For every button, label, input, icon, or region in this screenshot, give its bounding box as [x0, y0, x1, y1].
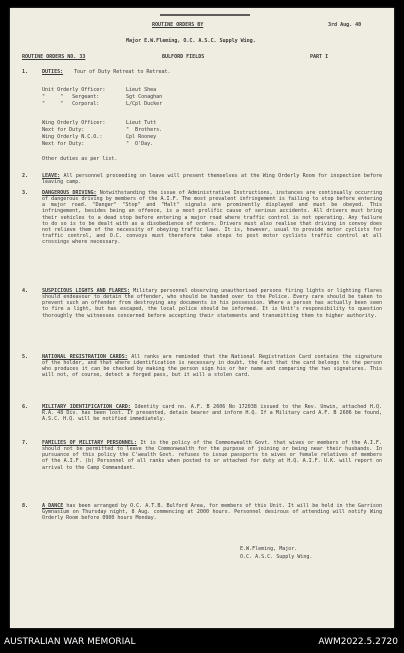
signature-name: E.W.Fleming, Major.	[240, 546, 298, 552]
order-location: BULFORD FIELDS	[162, 54, 205, 60]
duty-name: Sgt Conaghan	[126, 94, 163, 100]
duty-name: Lieut Shea	[126, 87, 157, 93]
item-number: 8.	[22, 503, 29, 509]
signature-title: O.C. A.S.C. Supply Wing.	[240, 554, 313, 560]
paragraph-text: has been arranged by O.C. A.T.B. Bulford Area, for members of this Unit. It will be held in the Garrison Gymnasium on Thursday night, 8 Aug. commencing at 2000 hours. Personnel desirous of attending will notify Wing Orderly Room before 0900 hours Monday.	[42, 503, 382, 522]
doc-title: ROUTINE ORDERS BY	[152, 22, 204, 28]
document-page	[10, 8, 394, 628]
item-number: 3.	[22, 190, 29, 196]
archive-id: AWM2022.5.2720	[318, 637, 398, 647]
paragraph-text: Identity card no. A.F. B 2606 No 172038 issued to the Rev. Unwin, attached H.Q. R.A. 48 Div. has been lost. If presented, detain bearer and inform H.Q. If a Military card A.F. B 2606 be found, A.S.C. H.Q. will be notified immediately.	[42, 404, 382, 423]
duty-role: Next for Duty:	[42, 141, 85, 147]
doc-date: 3rd Aug. 40	[328, 22, 362, 28]
item-number: 5.	[22, 354, 29, 360]
paragraph-heading: NATIONAL REGISTRATION CARDS:	[42, 354, 128, 360]
order-paragraph	[42, 503, 382, 521]
paragraph-heading: FAMILIES OF MILITARY PERSONNEL:	[42, 440, 137, 446]
duty-role: Wing Orderly N.C.O.:	[42, 134, 103, 140]
duty-role: Unit Orderly Officer:	[42, 87, 106, 93]
duty-role: " " Sergeant:	[42, 94, 100, 100]
duty-role: Next for Duty:	[42, 127, 85, 133]
duty-role: " " Corporal:	[42, 101, 100, 107]
duties-footer: Other duties as per list.	[42, 156, 118, 162]
order-number: ROUTINE ORDERS NO. 33	[22, 54, 86, 60]
item-number: 1.	[22, 69, 29, 75]
crossed-out-heading	[160, 14, 250, 16]
duty-name: " O'Day.	[126, 141, 154, 147]
archive-credit: AUSTRALIAN WAR MEMORIAL	[4, 637, 136, 647]
order-paragraph	[42, 190, 382, 245]
duty-name: " Brothers.	[126, 127, 163, 133]
duty-name: Lieut Tutt	[126, 120, 157, 126]
paragraph-text: All ranks are reminded that the National Registration Card contains the signature of the holder, and that where identification is necessary in doubt, the fact that the card belongs to the person who produces it can be checked by making the person sign his or her name and comparing the two signatures. This will not, of course, detect a forged pass, but it will a stolen card.	[42, 354, 382, 379]
duty-name: L/Cpl Ducker	[126, 101, 163, 107]
doc-issuer: Major E.W.Fleming, O.C. A.S.C. Supply Wing.	[126, 38, 256, 44]
order-part: PART I	[310, 54, 329, 60]
paragraph-heading: A DANCE	[42, 503, 64, 509]
order-paragraph	[42, 173, 382, 185]
paragraph-heading: MILITARY IDENTIFICATION CARD:	[42, 404, 131, 410]
paragraph-heading: SUSPICIOUS LIGHTS AND FLARES:	[42, 288, 130, 294]
item-number: 7.	[22, 440, 29, 446]
paragraph-text: All personnel proceeding on leave will present themselves at the Wing Orderly Room for inspection before leaving camp.	[42, 173, 382, 186]
item-number: 6.	[22, 404, 29, 410]
order-paragraph	[42, 354, 382, 379]
paragraph-heading: DANGEROUS DRIVING:	[42, 190, 97, 196]
item-number: 4.	[22, 288, 29, 294]
item-number: 2.	[22, 173, 29, 179]
duty-name: Cpl Rooney	[126, 134, 157, 140]
order-paragraph	[42, 404, 382, 422]
duties-text: Tour of Duty Retreat to Retreat.	[74, 69, 171, 75]
duties-heading: DUTIES:	[42, 69, 64, 75]
order-paragraph	[42, 288, 382, 319]
paragraph-text: Military personnel observing unauthorised persons firing lights or lighting flares should endeavour to detain the offender, who should be handed over to the Police. Every care should be taken to prevent such an offender from destroying any documents in his possession. Where a person has actually been seen to fire a light, but has escaped, the local police should be informed. It is Unit's responsibility to question thoroughly the witnesses concerned before accepting their statements and transmitting them to higher authority.	[42, 288, 382, 319]
paragraph-text: Notwithstanding the issue of Administrative Instructions, instances are continually occurring of dangerous driving by members of the A.I.F. The most prevalent infringement is failing to stop before entering a major road. "Danger" "Stop" and "Halt" signals are prominently displayed and must be obeyed. This infringement, besides being an offence, is a most prolific cause of serious accidents. All drivers must bring their vehicles to a dead stop before entering a major road where traffic control is not operating. Any failure to do so is to be dealt with as a disobedience of orders. Drivers must also realise that driving in convoy does not relieve them of the necessity of obeying traffic laws. It is, however, usual to provide motor cyclists for traffic control, and O.C. convoys must therefore take steps to post motor cyclists traffic control at all crossings where necessary.	[42, 190, 382, 246]
order-paragraph	[42, 440, 382, 471]
duty-role: Wing Orderly Officer:	[42, 120, 106, 126]
paragraph-text: It is the policy of the Commonwealth Govt. that wives or members of the A.I.F. should not be permitted to leave the Commonwealth for the purpose of joining or being near their husbands. In pursuance of this policy the C'wealth Govt. refuses to issue passports to wives or female relatives of members of the A.I.F. (b) Personnel of all ranks when posted to or attached for duty at H.Q. A.I.F. U.K. will report on arrival to the Camp Commandant.	[42, 440, 382, 471]
paragraph-heading: LEAVE:	[42, 173, 61, 179]
